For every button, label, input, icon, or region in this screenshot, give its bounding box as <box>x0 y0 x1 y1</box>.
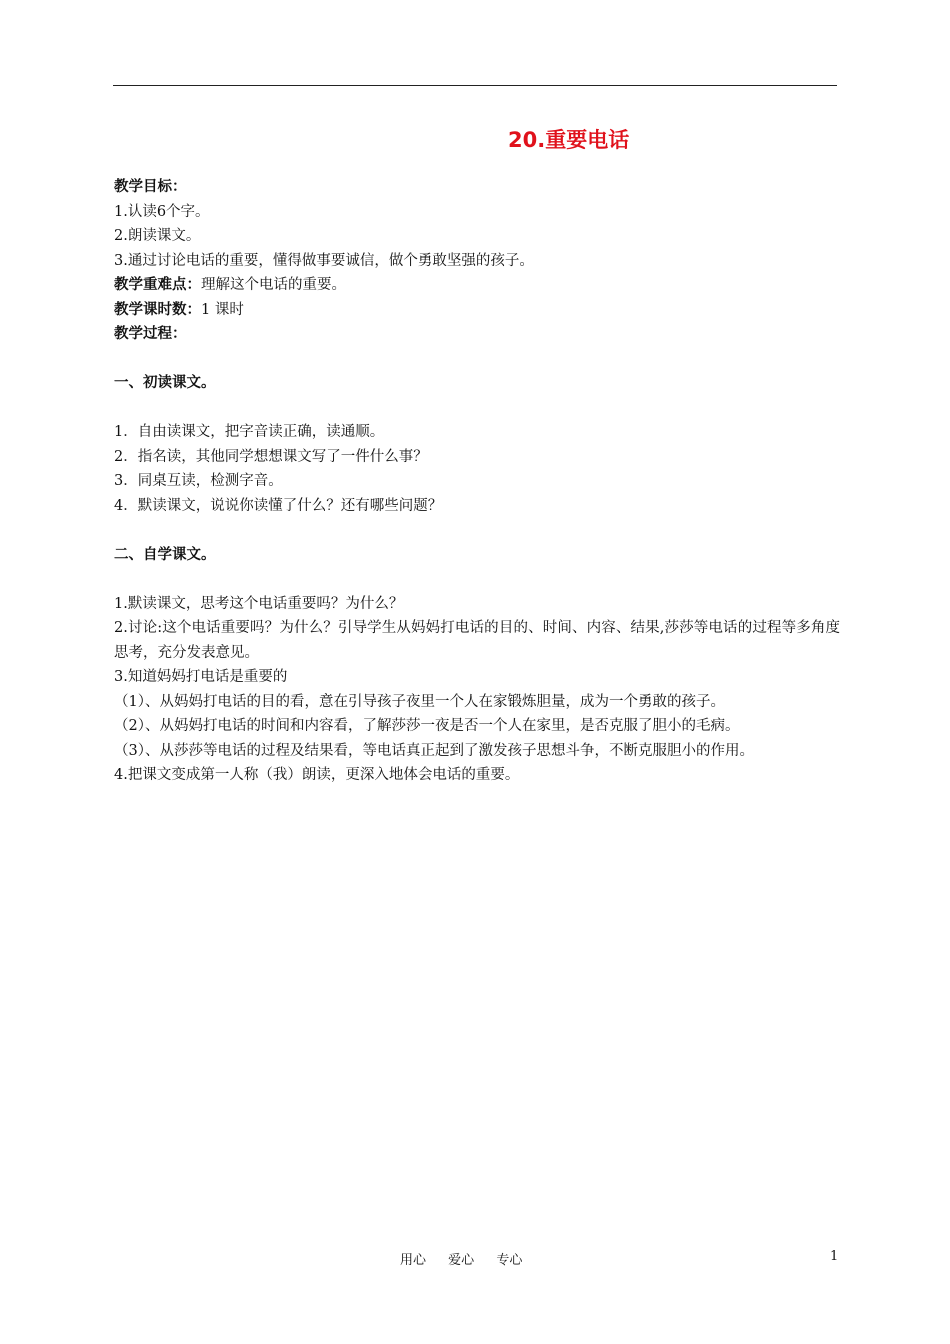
hours-row <box>114 298 840 323</box>
goal-item: 3.通过讨论电话的重要，懂得做事要诚信，做个勇敢坚强的孩子。 <box>114 252 534 269</box>
section1-item: 3．同桌互读，检测字音。 <box>114 473 283 489</box>
goal-item: 2.朗读课文。 <box>114 228 201 244</box>
process-heading: 教学过程： <box>114 326 187 342</box>
section2-subitem: （3）、从莎莎等电话的过程及结果看，等电话真正起到了激发孩子思想斗争，不断克服胆小的作用。 <box>114 742 754 759</box>
footer-item: 爱心 <box>448 1253 475 1268</box>
footer-motto <box>400 1249 540 1268</box>
section2-subitem: （2）、从妈妈打电话的时间和内容看，了解莎莎一夜是否一个人在家里，是否克服了胆小的毛病。 <box>114 718 740 734</box>
footer-item: 用心 <box>400 1253 427 1268</box>
document-body <box>114 175 840 788</box>
page-number: 1 <box>830 1249 839 1264</box>
hours-text: 1 课时 <box>201 301 244 318</box>
goals-heading: 教学目标： <box>114 179 187 195</box>
section1-heading: 一、初读课文。 <box>114 375 216 391</box>
header-rule <box>113 85 837 86</box>
difficulty-row <box>114 273 840 298</box>
difficulty-label: 教学重难点： <box>114 277 201 293</box>
section1-item: 1．自由读课文，把字音读正确，读通顺。 <box>114 424 385 440</box>
difficulty-text: 理解这个电话的重要。 <box>201 277 346 293</box>
section1-item: 4．默读课文，说说你读懂了什么？还有哪些问题？ <box>114 497 443 514</box>
hours-label: 教学课时数： <box>114 301 201 318</box>
section2-heading: 二、自学课文。 <box>114 546 216 563</box>
section2-item: 3.知道妈妈打电话是重要的 <box>114 669 288 685</box>
goal-item: 1.认读6个字。 <box>114 203 210 220</box>
page-title: 20.重要电话 <box>508 128 630 152</box>
section2-subitem: （1）、从妈妈打电话的目的看，意在引导孩子夜里一个人在家锻炼胆量，成为一个勇敢的孩子。 <box>114 693 725 710</box>
section2-item: 2.讨论:这个电话重要吗？为什么？引导学生从妈妈打电话的目的、时间、内容、结果,莎莎等电话的过程等多角度思考，充分发表意见。 <box>114 620 840 661</box>
section1-item: 2．指名读，其他同学想想课文写了一件什么事？ <box>114 448 428 465</box>
footer-item: 专心 <box>496 1253 523 1268</box>
section2-item: 4.把课文变成第一人称（我）朗读，更深入地体会电话的重要。 <box>114 767 520 783</box>
section2-item: 1.默读课文，思考这个电话重要吗？为什么？ <box>114 595 404 612</box>
